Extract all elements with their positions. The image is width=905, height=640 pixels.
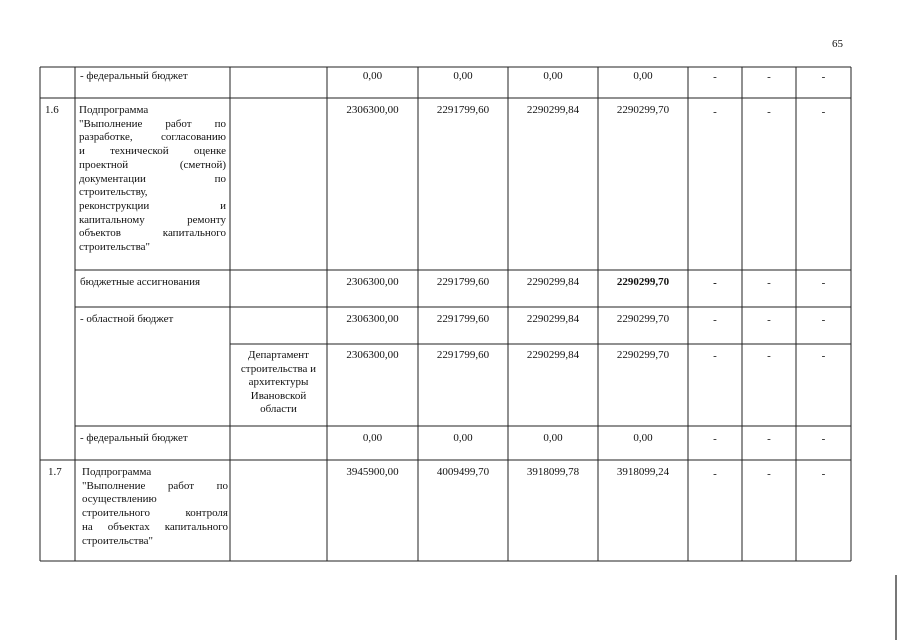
- value-cell: 2290299,70: [616, 349, 670, 361]
- dash-cell: -: [767, 277, 771, 289]
- subprogram-title-line: "Выполнение работ по: [82, 479, 228, 492]
- dash-cell: -: [713, 468, 717, 480]
- page-number: 65: [832, 38, 843, 50]
- subprogram-title-line: Подпрограмма: [82, 466, 152, 478]
- value-cell: 2290299,70: [616, 313, 670, 325]
- value-cell: 2306300,00: [346, 349, 399, 361]
- dash-cell: -: [767, 106, 771, 118]
- executor-line: области: [260, 403, 297, 415]
- value-cell: 2290299,70: [616, 104, 670, 116]
- dash-cell: -: [821, 71, 826, 83]
- row-name: - федеральный бюджет: [80, 432, 188, 444]
- value-cell: 0,00: [453, 432, 473, 444]
- value-cell: 2291799,60: [436, 104, 490, 116]
- subprogram-title-line: капитальному ремонту: [79, 213, 226, 226]
- subprogram-title-line: строительству,: [79, 186, 148, 199]
- subprogram-title-line: проектной (сметной): [79, 158, 226, 171]
- dash-cell: -: [767, 71, 771, 83]
- dash-cell: -: [713, 350, 717, 362]
- subprogram-title-line: строительного контроля: [82, 507, 228, 520]
- row-number: 1.7: [48, 466, 62, 478]
- subprogram-title-line: "Выполнение работ по: [79, 117, 226, 130]
- dash-cell: -: [713, 314, 717, 326]
- dash-cell: -: [767, 314, 771, 326]
- subprogram-title: [79, 104, 226, 255]
- dash-cell: -: [767, 350, 771, 362]
- value-cell: 0,00: [633, 70, 653, 82]
- subprogram-title-line: Подпрограмма: [79, 104, 149, 116]
- executor-line: Департамент: [247, 349, 309, 361]
- value-cell: 2290299,84: [526, 276, 580, 288]
- subprogram-title-line: и технической оценке: [79, 145, 226, 158]
- executor-line: архитектуры: [248, 376, 309, 388]
- value-cell: 2290299,84: [526, 104, 580, 116]
- value-cell: 2306300,00: [346, 276, 399, 288]
- value-cell: 0,00: [633, 432, 653, 444]
- executor-cell: [230, 349, 327, 417]
- row-name: бюджетные ассигнования: [80, 276, 201, 288]
- value-cell: 2290299,84: [526, 313, 580, 325]
- value-cell: 0,00: [362, 70, 383, 82]
- subprogram-title-line: на объектах капитального: [82, 520, 228, 533]
- dash-cell: -: [713, 106, 717, 118]
- value-cell: 0,00: [543, 70, 563, 82]
- subprogram-title: [82, 466, 228, 548]
- subprogram-title-line: строительства": [79, 241, 151, 254]
- value-cell: 2306300,00: [346, 104, 399, 116]
- dash-cell: -: [713, 277, 717, 289]
- dash-cell: -: [821, 468, 826, 480]
- row-name: - федеральный бюджет: [80, 70, 188, 82]
- dash-cell: -: [713, 433, 717, 445]
- value-cell: 0,00: [543, 432, 563, 444]
- dash-cell: -: [821, 314, 826, 326]
- dash-cell: -: [767, 433, 771, 445]
- subprogram-title-line: строительства": [82, 534, 154, 547]
- value-cell: 3918099,24: [616, 466, 670, 478]
- dash-cell: -: [821, 277, 826, 289]
- value-cell: 3918099,78: [526, 466, 580, 478]
- value-cell: 3945900,00: [346, 466, 399, 478]
- value-cell: 4009499,70: [436, 466, 490, 478]
- dash-cell: -: [821, 106, 826, 118]
- dash-cell: -: [713, 71, 717, 83]
- value-cell: 2291799,60: [436, 349, 490, 361]
- dash-cell: -: [821, 433, 826, 445]
- subprogram-title-line: разработке, согласованию: [79, 131, 226, 144]
- subprogram-title-line: документации по: [79, 172, 226, 185]
- value-cell: 2291799,60: [436, 276, 490, 288]
- value-cell: 0,00: [362, 432, 383, 444]
- subprogram-title-line: объектов капитального: [79, 227, 226, 240]
- subprogram-title-line: осуществлению: [82, 493, 157, 506]
- row-number: 1.6: [45, 104, 59, 116]
- dash-cell: -: [767, 468, 771, 480]
- executor-line: строительства и: [240, 362, 317, 375]
- scan-edge-line: [895, 575, 897, 640]
- dash-cell: -: [821, 350, 826, 362]
- value-cell: 2306300,00: [346, 313, 399, 325]
- subprogram-title-line: реконструкции и: [79, 199, 226, 212]
- value-cell: 2290299,70: [616, 276, 670, 288]
- value-cell: 2290299,84: [526, 349, 580, 361]
- value-cell: 2291799,60: [436, 313, 490, 325]
- row-name: - областной бюджет: [80, 313, 174, 325]
- executor-line: Ивановской: [250, 389, 307, 402]
- value-cell: 0,00: [453, 70, 473, 82]
